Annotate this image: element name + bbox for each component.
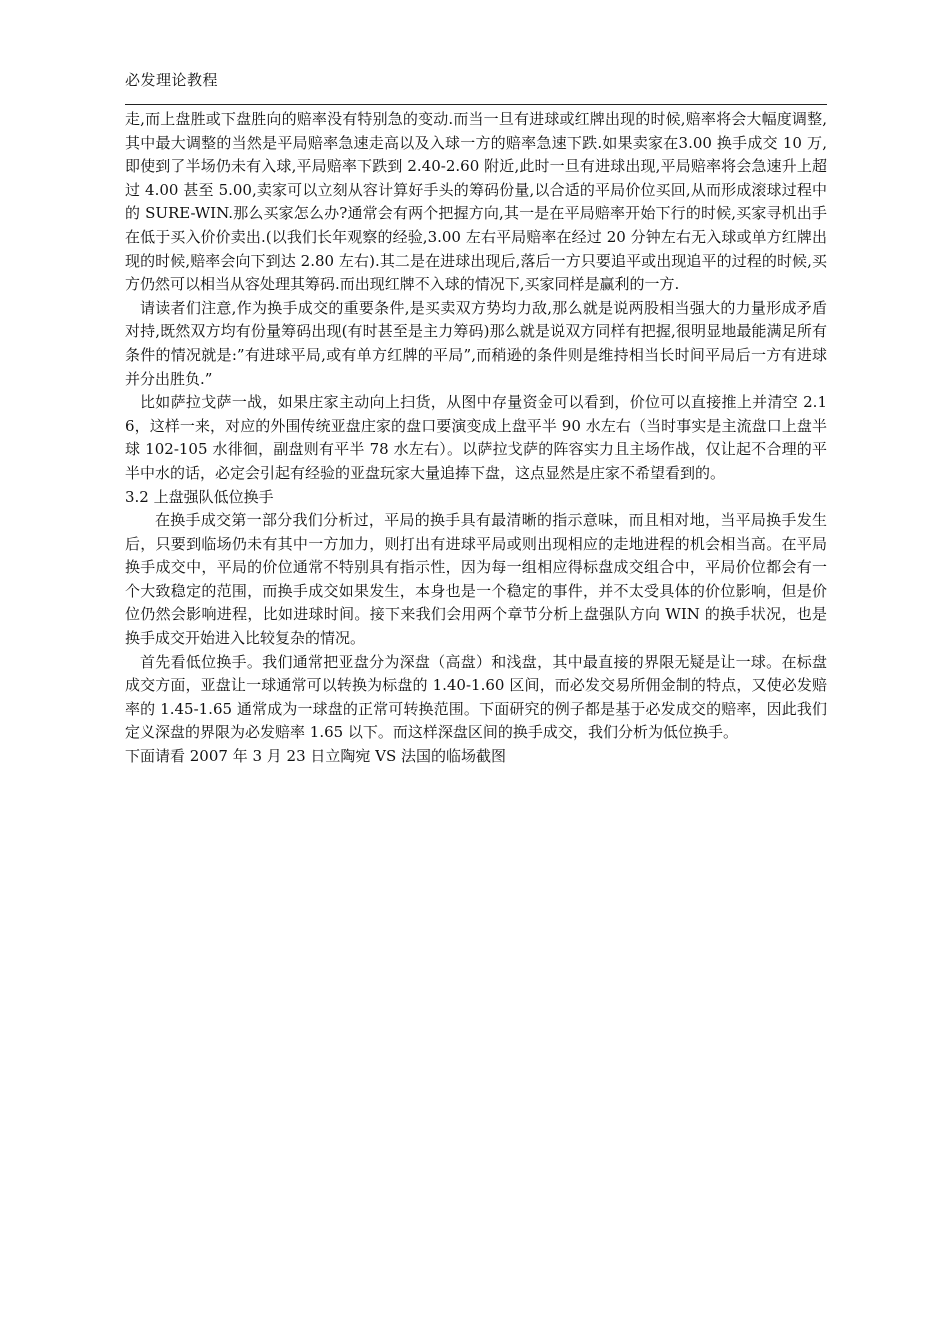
paragraph-trade-conditions: 请读者们注意,作为换手成交的重要条件,是买卖双方势均力敌,那么就是说两股相当强大的力量形成矛盾对持,既然双方均有份量筹码出现(有时甚至是主力筹码)那么就是说双方同样有把握,很明显地最能满足所有条件的情况就是:”有进球平局,或有单方红牌的平局”,而稍逊的条件则是维持相当长时间平局后一方有进球并分出胜负.” [125, 298, 827, 388]
figure-lead-in: 下面请看 2007 年 3 月 23 日立陶宛 VS 法国的临场截图 [125, 747, 507, 766]
paragraph-zaragoza-example: 比如萨拉戈萨一战，如果庄家主动向上扫货，从图中存量资金可以看到，价位可以直接推上并清空 2.16，这样一来，对应的外围传统亚盘庄家的盘口要演变成上盘平半 90 水左右（当时事实是主流盘口上盘半球 102-105 水徘徊，副盘则有平半 78 水左右）。以萨拉戈萨的阵容实力且主场作战，仅让起不合理的平半中水的话，必定会引起有经验的亚盘玩家大量追捧下盘，这点显然是庄家不希望看到的。 [125, 393, 827, 482]
running-header-title: 必发理论教程 [125, 71, 219, 89]
header-rule [125, 104, 827, 105]
body-text [125, 108, 827, 769]
section-heading: 3.2 上盘强队低位换手 [125, 487, 274, 506]
paragraph-low-position: 首先看低位换手。我们通常把亚盘分为深盘（高盘）和浅盘，其中最直接的界限无疑是让一球。在标盘成交方面，亚盘让一球通常可以转换为标盘的 1.40-1.60 区间，而必发交易所佣金制的特点，又使必发赔率的 1.45-1.65 通常成为一球盘的正常可转换范围。下面研究的例子都是基于必发成交的赔率，因此我们定义深盘的界限为必发赔率 1.65 以下。而这样深盘区间的换手成交，我们分析为低位换手。 [125, 652, 827, 742]
paragraph-section-intro: 在换手成交第一部分我们分析过，平局的换手具有最清晰的指示意味，而且相对地，当平局换手发生后，只要到临场仍未有其中一方加力，则打出有进球平局或则出现相应的走地进程的机会相当高。在平局换手成交中，平局的价位通常不特别具有指示性，因为每一组相应得标盘成交组合中，平局价位都会有一个大致稳定的范围，而换手成交如果发生，本身也是一个稳定的事件，并不太受具体的价位影响，但是价位仍然会影响进程，比如进球时间。接下来我们会用两个章节分析上盘强队方向 WIN 的换手状况，也是换手成交开始进入比较复杂的情况。 [125, 511, 827, 648]
paragraph-continued: 走,而上盘胜或下盘胜向的赔率没有特别急的变动.而当一旦有进球或红牌出现的时候,赔率将会大幅度调整,其中最大调整的当然是平局赔率急速走高以及入球一方的赔率急速下跌.如果卖家在3.00 换手成交 10 万,即使到了半场仍未有入球,平局赔率下跌到 2.40-2.60 附近,此时一旦有进球出现,平局赔率将会急速升上超过 4.00 甚至 5.00,卖家可以立刻从容计算好手头的筹码份量,以合适的平局价位买回,从而形成滚球过程中的 SURE-WIN.那么买家怎么办?通常会有两个把握方向,其一是在平局赔率开始下行的时候,买家寻机出手在低于买入价价卖出.(以我们长年观察的经验,3.00 左右平局赔率在经过 20 分钟左右无入球或单方红牌出现的时候,赔率会向下到达 2.80 左右).其二是在进球出现后,落后一方只要追平或出现追平的过程的时候,买方仍然可以相当从容处理其筹码.而出现红牌不入球的情况下,买家同样是赢利的一方. [125, 110, 827, 294]
